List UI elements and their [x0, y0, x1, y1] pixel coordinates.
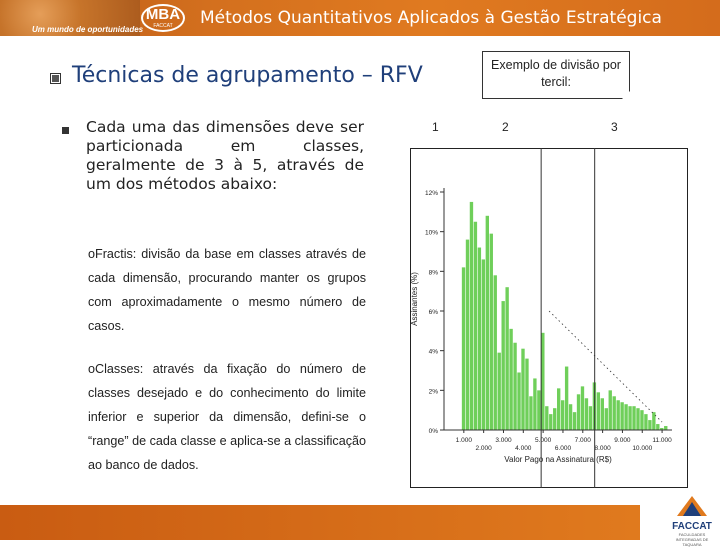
histogram-bar: [652, 412, 655, 430]
histogram-bar: [573, 412, 576, 430]
histogram-bar: [636, 408, 639, 430]
histogram-bar: [601, 398, 604, 430]
histogram-bar: [474, 222, 477, 430]
x-axis-label: Valor Pago na Assinatura (R$): [504, 455, 612, 464]
histogram-bar: [486, 216, 489, 430]
histogram-bar: [521, 349, 524, 430]
histogram-bar: [605, 408, 608, 430]
x-tick-label-top: 1.000: [455, 437, 472, 444]
x-tick-label-top: 5.000: [534, 437, 552, 444]
header-title: Métodos Quantitativos Aplicados à Gestão Estratégica: [200, 8, 662, 28]
tercil-label-2: 2: [502, 120, 509, 134]
histogram-bar: [525, 359, 528, 430]
histogram-bar: [561, 400, 564, 430]
histogram-bar: [490, 234, 493, 430]
y-axis-label: Assinantes (%): [410, 272, 419, 326]
histogram-bar: [478, 248, 481, 430]
histogram-bar: [565, 367, 568, 430]
fractis-paragraph: oFractis: divisão da base em classes através de cada dimensão, procurando manter os grupos com aproximadamente o mesmo número de casos.: [88, 247, 366, 333]
histogram-bar: [513, 343, 516, 430]
y-tick-label: 2%: [428, 388, 438, 396]
mba-logo-text: MBA: [145, 6, 181, 23]
header-tagline: Um mundo de oportunidades: [32, 25, 144, 34]
faccat-logo-sub: FACULDADES INTEGRADAS DE TAQUARA: [675, 532, 709, 547]
histogram-bar: [609, 390, 612, 430]
histogram-bar: [577, 394, 580, 430]
y-tick-label: 0%: [428, 428, 438, 435]
histogram-bar: [533, 378, 536, 430]
histogram-bar: [581, 386, 584, 430]
histogram-bar: [664, 426, 667, 430]
histogram-bar: [501, 301, 504, 430]
x-tick-label-top: 7.000: [574, 437, 591, 444]
x-tick-label-bottom: 6.000: [554, 445, 572, 452]
histogram-bar: [545, 406, 548, 430]
classes-paragraph: oClasses: através da fixação do número de classes desejado e do conhecimento do limite inferior e superior da dimensão, defini-se o “range” de cada classe e aplica-se a classificação ao banco de dados.: [88, 362, 366, 472]
histogram-bar: [470, 202, 473, 430]
histogram-bar: [494, 275, 497, 430]
y-tick-label: 12%: [424, 190, 438, 197]
histogram-bar: [549, 414, 552, 430]
histogram-bar: [498, 353, 501, 430]
histogram-bar: [632, 406, 635, 430]
histogram-bar: [620, 402, 623, 430]
y-tick-label: 10%: [424, 229, 438, 237]
bullet-paragraph: Cada uma das dimensões deve ser particionada em classes, geralmente de 3 à 5, através de um dos métodos abaixo:: [86, 118, 364, 193]
tercil-label-3: 3: [611, 120, 618, 134]
histogram-bar: [517, 372, 520, 430]
histogram-bar: [541, 333, 544, 430]
x-tick-label-bottom: 4.000: [515, 445, 532, 452]
histogram-bar: [616, 400, 619, 430]
histogram-bar: [640, 410, 643, 430]
histogram-bar: [557, 388, 560, 430]
faccat-logo-text: FACCAT: [672, 521, 712, 532]
histogram-bar: [553, 408, 556, 430]
histogram-bar: [537, 390, 540, 430]
x-tick-label-top: 11.000: [652, 437, 672, 444]
x-tick-label-top: 3.000: [495, 437, 512, 444]
histogram-bar: [585, 398, 588, 430]
y-tick-label: 8%: [428, 269, 438, 277]
x-tick-label-bottom: 2.000: [475, 445, 492, 452]
faccat-emblem-icon: [677, 496, 707, 516]
histogram-bar: [597, 392, 600, 430]
footer-bar: [0, 505, 640, 540]
mba-logo-sub: FACCAT: [153, 23, 173, 29]
tercil-label-1: 1: [432, 120, 439, 134]
x-tick-label-bottom: 8.000: [594, 445, 611, 452]
x-tick-label-bottom: 10.000: [632, 445, 653, 452]
x-tick-label-top: 9.000: [614, 437, 631, 444]
histogram-bar: [656, 424, 659, 430]
histogram-bar: [466, 240, 469, 430]
histogram-bar: [462, 267, 465, 430]
histogram-bar: [509, 329, 512, 430]
histogram-bar: [628, 406, 631, 430]
histogram-bar: [613, 396, 616, 430]
histogram-bar: [505, 287, 508, 430]
y-tick-label: 4%: [428, 348, 438, 356]
histogram-bar: [482, 259, 485, 430]
callout-box: Exemplo de divisão por tercil:: [482, 51, 630, 99]
histogram-bar: [644, 414, 647, 430]
histogram-bar: [648, 420, 651, 430]
faccat-logo: [668, 496, 716, 547]
histogram-bar: [589, 406, 592, 430]
y-tick-label: 6%: [428, 309, 438, 316]
slide-title: Técnicas de agrupamento – RFV: [72, 63, 423, 88]
histogram-bar: [569, 404, 572, 430]
histogram-bar: [529, 396, 532, 430]
histogram-bar: [624, 404, 627, 430]
